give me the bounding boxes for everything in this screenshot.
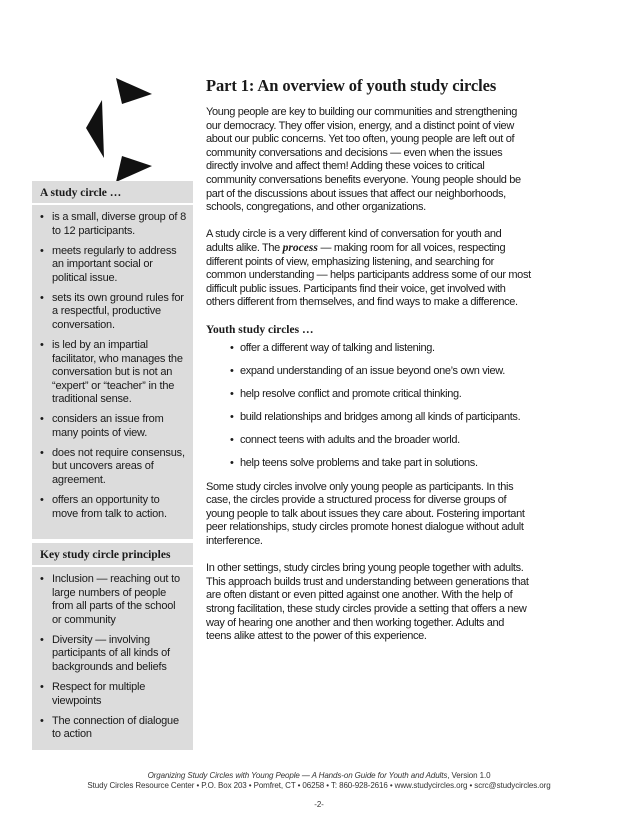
list-item: • build relationships and bridges among all kinds of participants. [232,411,531,425]
list-item: • help teens solve problems and take part in solutions. [232,457,531,471]
footer-guide-name: Organizing Study Circles with Young People — A Hands-on Guide for Youth and Adults [147,771,448,780]
process-text-start: A study circle is a very different kind of conversation for youth and adults alike. The [206,228,502,254]
list-item: • offers an opportunity to move from talk to action. [38,494,187,521]
list-item: • meets regularly to address an important social or political issue. [38,245,187,286]
list-item: • does not require consensus, but uncovers areas of agreement. [38,447,187,488]
process-paragraph [206,228,531,310]
list-item: • considers an issue from many points of view. [38,413,187,440]
list-item: • offer a different way of talking and listening. [232,342,531,356]
study-circle-list [32,205,193,521]
list-item: • expand understanding of an issue beyond one’s own view. [232,365,531,379]
youth-only-paragraph: Some study circles involve only young people as participants. In this case, the circles provide a structured process for diverse groups of young people to talk about issues they care about. Fostering important peer relationships, study circles promote honest dialogue without adult interference. [206,480,525,547]
list-item: • help resolve conflict and promote critical thinking. [232,388,531,402]
list-item: • Respect for multiple viewpoints [38,681,187,708]
list-item: • The connection of dialogue to action [38,715,187,742]
list-item: • sets its own ground rules for a respectful, productive conversation. [38,292,187,333]
process-emphasis: process [282,241,318,254]
page-title: Part 1: An overview of youth study circles [206,76,497,95]
footer-guide-title [0,771,638,780]
key-principles-header: Key study circle principles [40,549,171,561]
study-circle-box-header: A study circle … [40,187,122,199]
list-item: • connect teens with adults and the broader world. [232,434,531,448]
list-item: • Diversity — involving participants of all kinds of backgrounds and beliefs [38,634,187,675]
list-item: • is a small, diverse group of 8 to 12 participants. [38,211,187,238]
list-item: • is led by an impartial facilitator, who manages the conversation but is not an “expert” or “teacher” in the traditional sense. [38,339,187,407]
process-text-end: — making room for all voices, respecting different points of view, emphasizing listening, and searching for common understanding — helps participants address some of our most difficult public issues. Participants find their voice, get involved with others different from themselves, and find ways to make a difference. [206,241,531,309]
youth-study-circles-list [206,342,531,472]
page-number: -2- [314,800,324,809]
youth-study-circles-subhead: Youth study circles … [206,323,314,336]
list-item: • Inclusion — reaching out to large numbers of people from all parts of the school or community [38,573,187,627]
footer-contact: Study Circles Resource Center • P.O. Box 203 • Pomfret, CT • 06258 • T: 860-928-2616 • www.studycircles.org • scrc@studycircles.org [87,781,551,790]
study-circles-logo-icon [86,78,154,182]
footer-version: , Version 1.0 [447,771,491,780]
key-principles-box [32,543,193,750]
intro-paragraph: Young people are key to building our communities and strengthening our democracy. They offer vision, energy, and a distinct point of view about our public concerns. Yet too often, young people are left out of community conversations and decisions — even when the issues directly involve and affect them! Adding these voices to critical community conversations benefits everyone. Young people should be part of the discussions about issues that affect our neighborhoods, schools, congregations, and other organizations. [206,106,521,214]
main-content [206,76,531,657]
key-principles-list [32,567,193,742]
adults-paragraph: In other settings, study circles bring young people together with adults. This approach builds trust and understanding between generations that are often distant or even pitted against one another. With the help of strong facilitation, these study circles provide a setting that offers a new way of hearing one another and then working together. Adults and teens alike attest to the power of this experience. [206,562,529,643]
study-circle-definition-box [32,181,193,539]
